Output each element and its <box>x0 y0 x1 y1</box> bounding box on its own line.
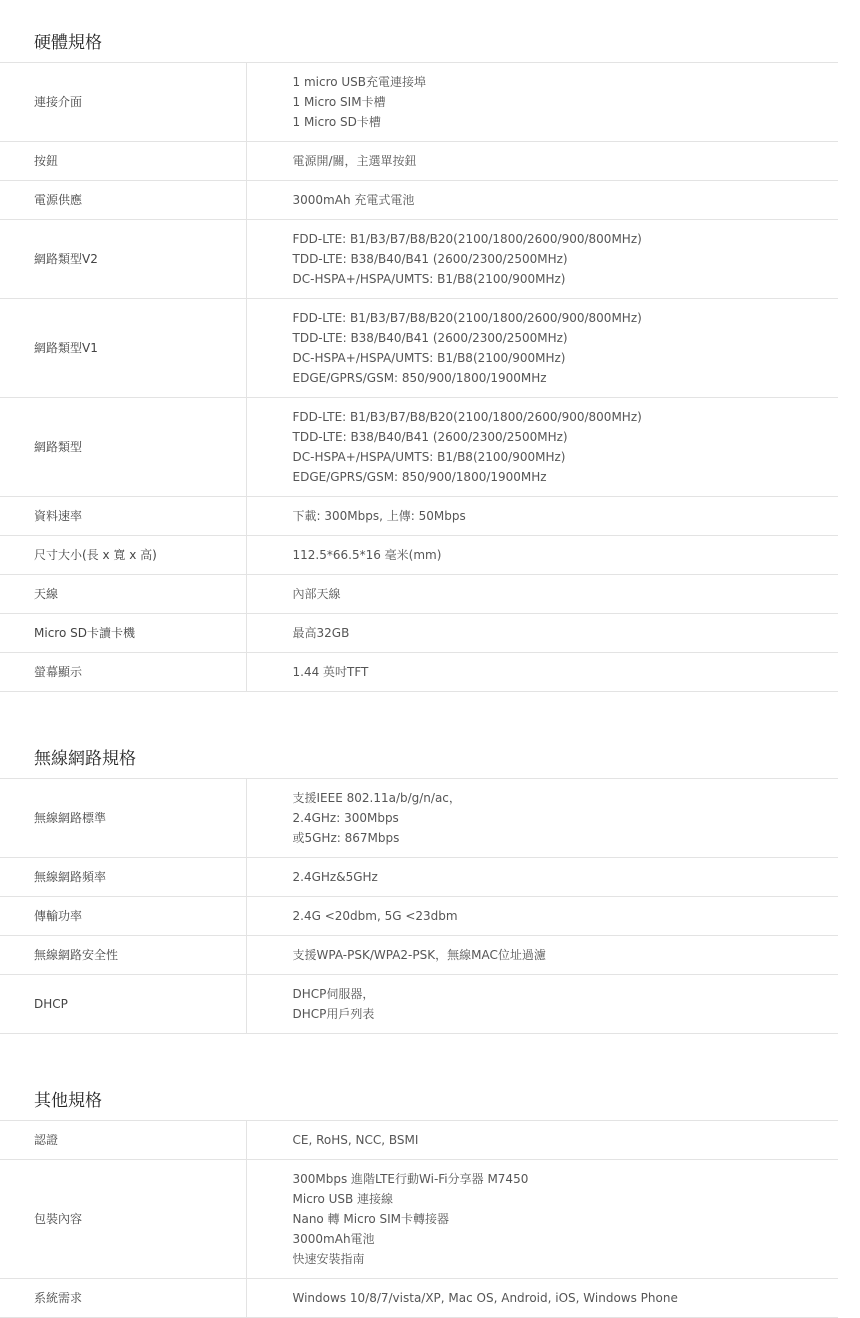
spec-row <box>0 181 838 220</box>
spec-label: 認證 <box>0 1121 246 1160</box>
spec-value-line: 2.4G <20dbm, 5G <23dbm <box>292 909 458 923</box>
spec-label: DHCP <box>0 975 246 1034</box>
spec-label: 資料速率 <box>0 497 246 536</box>
spec-value-line: 快速安裝指南 <box>292 1252 365 1266</box>
spec-value-line: Nano 轉 Micro SIM卡轉接器 <box>292 1212 450 1226</box>
spec-value <box>246 299 838 398</box>
spec-row <box>0 614 838 653</box>
spec-value-line: 3000mAh電池 <box>292 1232 375 1246</box>
spec-value-line: 3000mAh 充電式電池 <box>292 193 415 207</box>
spec-section-wireless <box>0 716 860 1034</box>
spec-value <box>246 220 838 299</box>
spec-value-line: FDD-LTE: B1/B3/B7/B8/B20(2100/1800/2600/900/800MHz) <box>292 311 642 325</box>
spec-value-line: DC-HSPA+/HSPA/UMTS: B1/B8(2100/900MHz) <box>292 272 566 286</box>
spec-row <box>0 63 838 142</box>
section-gap <box>0 1034 860 1058</box>
spec-value <box>246 181 838 220</box>
spec-value-line: DHCP用戶列表 <box>292 1007 375 1021</box>
spec-value <box>246 614 838 653</box>
spec-value <box>246 63 838 142</box>
spec-value-line: 支援WPA-PSK/WPA2-PSK，無線MAC位址過濾 <box>292 948 546 962</box>
spec-label: 網路類型V1 <box>0 299 246 398</box>
spec-row <box>0 936 838 975</box>
spec-value-line: 支援IEEE 802.11a/b/g/n/ac， <box>292 791 461 805</box>
spec-value-line: 下載: 300Mbps, 上傳: 50Mbps <box>292 509 466 523</box>
spec-value-line: 2.4GHz&5GHz <box>292 870 378 884</box>
spec-row <box>0 858 838 897</box>
spec-value <box>246 1160 838 1279</box>
spec-value-line: 300Mbps 進階LTE行動Wi-Fi分享器 M7450 <box>292 1172 529 1186</box>
spec-row <box>0 497 838 536</box>
spec-value-line: TDD-LTE: B38/B40/B41 (2600/2300/2500MHz) <box>292 252 568 266</box>
spec-value-line: CE, RoHS, NCC, BSMI <box>292 1133 419 1147</box>
spec-value-line: 1 Micro SIM卡槽 <box>292 95 386 109</box>
spec-row <box>0 779 838 858</box>
spec-value-line: FDD-LTE: B1/B3/B7/B8/B20(2100/1800/2600/900/800MHz) <box>292 232 642 246</box>
spec-value-line: 內部天線 <box>292 587 341 601</box>
spec-label: 螢幕顯示 <box>0 653 246 692</box>
section-gap <box>0 692 860 716</box>
spec-label: 無線網路標準 <box>0 779 246 858</box>
spec-label: 電源供應 <box>0 181 246 220</box>
spec-label: 按鈕 <box>0 142 246 181</box>
spec-table <box>0 1120 838 1318</box>
spec-value-line: 電源開/關，主選單按鈕 <box>292 154 417 168</box>
spec-table <box>0 778 838 1034</box>
spec-value-line: EDGE/GPRS/GSM: 850/900/1800/1900MHz <box>292 470 547 484</box>
spec-value-line: 1 micro USB充電連接埠 <box>292 75 427 89</box>
spec-row <box>0 142 838 181</box>
spec-value-line: Windows 10/8/7/vista/XP, Mac OS, Android, iOS, Windows Phone <box>292 1291 678 1305</box>
spec-row <box>0 220 838 299</box>
spec-label: 連接介面 <box>0 63 246 142</box>
spec-value-line: 112.5*66.5*16 毫米(mm) <box>292 548 442 562</box>
spec-label: 網路類型V2 <box>0 220 246 299</box>
spec-table <box>0 62 838 692</box>
spec-row <box>0 1121 838 1160</box>
spec-row <box>0 897 838 936</box>
spec-label: 系統需求 <box>0 1279 246 1318</box>
spec-row <box>0 398 838 497</box>
spec-value-line: FDD-LTE: B1/B3/B7/B8/B20(2100/1800/2600/900/800MHz) <box>292 410 642 424</box>
spec-value <box>246 497 838 536</box>
spec-label: 網路類型 <box>0 398 246 497</box>
spec-label: 無線網路安全性 <box>0 936 246 975</box>
spec-value-line: 或5GHz: 867Mbps <box>292 831 400 845</box>
section-title: 硬體規格 <box>34 33 102 53</box>
spec-value-line: 1 Micro SD卡槽 <box>292 115 381 129</box>
section-title: 其他規格 <box>34 1091 102 1111</box>
spec-value-line: Micro USB 連接線 <box>292 1192 394 1206</box>
spec-label: 尺寸大小(長 x 寬 x 高) <box>0 536 246 575</box>
spec-value-line: 1.44 英吋TFT <box>292 665 369 679</box>
spec-value-line: 2.4GHz: 300Mbps <box>292 811 399 825</box>
spec-label: 天線 <box>0 575 246 614</box>
spec-value-line: DHCP伺服器， <box>292 987 375 1001</box>
spec-value <box>246 779 838 858</box>
spec-section-other <box>0 1058 860 1318</box>
spec-row <box>0 536 838 575</box>
spec-value <box>246 398 838 497</box>
spec-label: 包裝內容 <box>0 1160 246 1279</box>
spec-value-line: 最高32GB <box>292 626 350 640</box>
spec-row <box>0 975 838 1034</box>
spec-row <box>0 299 838 398</box>
spec-row <box>0 575 838 614</box>
spec-value <box>246 858 838 897</box>
spec-row <box>0 1160 838 1279</box>
spec-value-line: DC-HSPA+/HSPA/UMTS: B1/B8(2100/900MHz) <box>292 351 566 365</box>
spec-value <box>246 1121 838 1160</box>
spec-value <box>246 653 838 692</box>
spec-row <box>0 653 838 692</box>
spec-label: 無線網路頻率 <box>0 858 246 897</box>
spec-label: 傳輸功率 <box>0 897 246 936</box>
spec-value <box>246 936 838 975</box>
spec-value <box>246 575 838 614</box>
spec-label: Micro SD卡讀卡機 <box>0 614 246 653</box>
spec-value <box>246 897 838 936</box>
spec-value <box>246 975 838 1034</box>
spec-value-line: TDD-LTE: B38/B40/B41 (2600/2300/2500MHz) <box>292 430 568 444</box>
spec-value-line: EDGE/GPRS/GSM: 850/900/1800/1900MHz <box>292 371 547 385</box>
spec-value <box>246 1279 838 1318</box>
spec-row <box>0 1279 838 1318</box>
spec-value <box>246 536 838 575</box>
section-title: 無線網路規格 <box>34 749 136 769</box>
spec-value <box>246 142 838 181</box>
spec-value-line: TDD-LTE: B38/B40/B41 (2600/2300/2500MHz) <box>292 331 568 345</box>
spec-value-line: DC-HSPA+/HSPA/UMTS: B1/B8(2100/900MHz) <box>292 450 566 464</box>
